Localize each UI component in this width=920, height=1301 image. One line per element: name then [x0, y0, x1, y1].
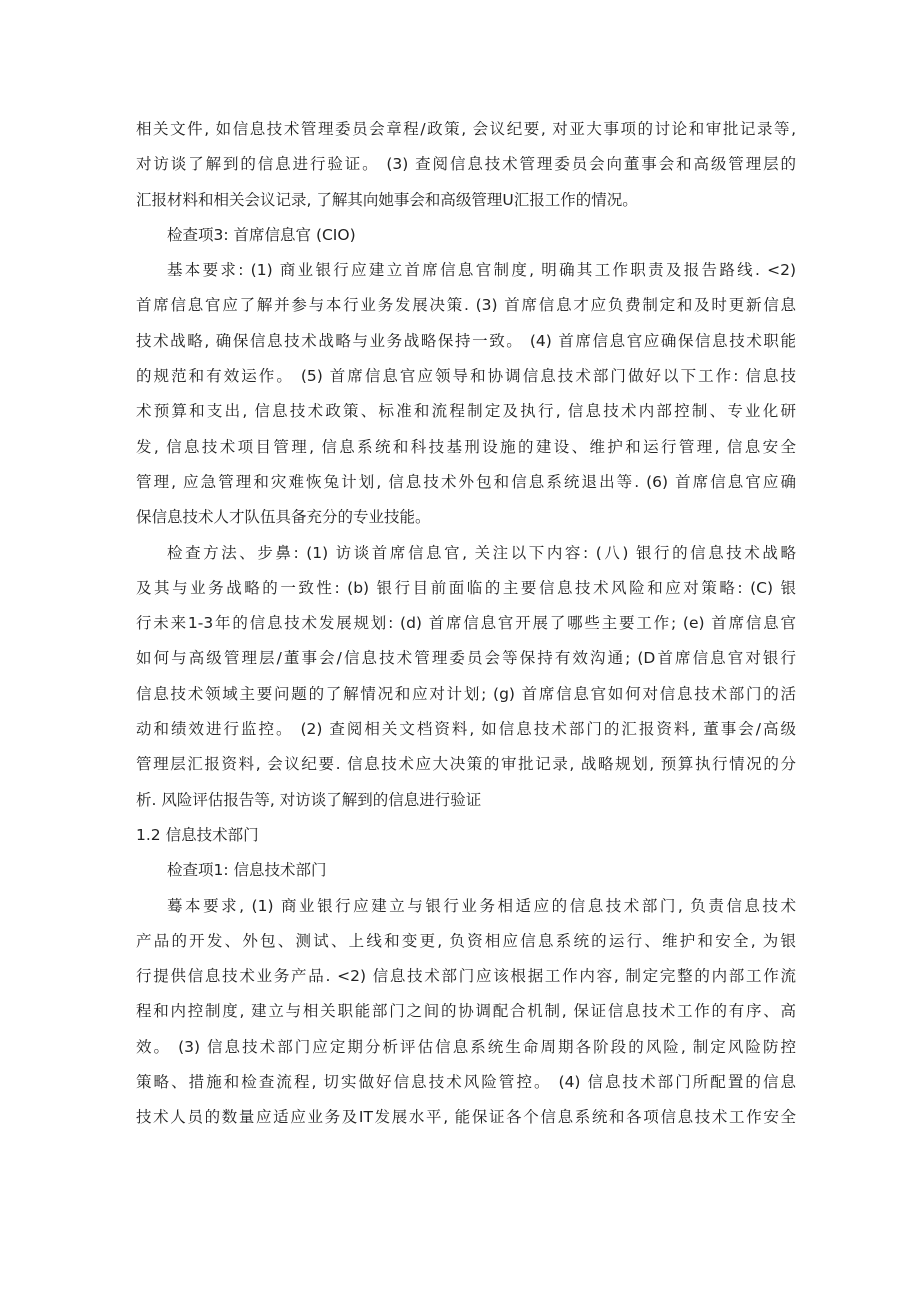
- text-line: 检查方法、步鼻: (1) 访谈首席信息官, 关注以下内容: (八) 银行的信息技术战略: [167, 543, 796, 562]
- text-line: 动和绩效进行监控。 (2) 查阅相关文档资料, 如信息技术部门的汇报资料, 董事会/高级: [136, 720, 796, 739]
- text-line: 基本要求: (1) 商业银行应建立首席信息官制度, 明确其工作职责及报告路线. <2): [167, 261, 796, 280]
- text-line: 效。 (3) 信息技术部门应定期分析评估信息系统生命周期各阶段的风险, 制定风险防控: [136, 1037, 796, 1056]
- text-line: 行未来1-3年的信息技术发展规划: (d) 首席信息官开展了哪些主要工作; (e) 首席信息官: [136, 614, 796, 633]
- text-line: 检查项3: 首席信息官 (CIO): [167, 225, 356, 244]
- text-line: 信息技术领域主要问题的了解情况和应对计划; (g) 首席信息官如何对信息技术部门的活: [136, 684, 796, 703]
- text-line: 相关文件, 如信息技术管理委员会章程/政策, 会议纪要, 对亚大事项的讨论和审批记录等,: [136, 120, 796, 138]
- text-line: 蓦本要求, (1) 商业银行应建立与银行业务相适应的信息技术部门, 负责信息技术: [167, 896, 796, 915]
- text-line: 发, 信息技术项目管理, 信息系统和科技基刑设施的建设、维护和运行管理, 信息安全: [136, 437, 796, 456]
- text-line: 首席信息官应了解并参与本行业务发展决策. (3) 首席信息才应负费制定和及时更新信息: [136, 296, 796, 315]
- text-line: 对访谈了解到的信息进行验证。 (3) 查阅信息技术管理委员会向董事会和高级管理层的: [136, 155, 796, 174]
- text-line: 术预算和支出, 信息技术政策、标准和流程制定及执行, 信息技术内部控制、专业化研: [136, 402, 796, 421]
- document-body: [136, 112, 796, 1136]
- text-line: 析. 风险评估报告等, 对访谈了解到的信息进行验证: [136, 790, 482, 809]
- text-line: 检查项1: 信息技术部门: [167, 861, 327, 880]
- text-line: 如何与高级管理层/董事会/信息技术管理委员会等保持有效沟通; (D首席信息官对银行: [136, 649, 796, 668]
- text-line: 汇报材料和相关会议记录, 了解其向她事会和高级管理U汇报工作的情况。: [136, 190, 638, 209]
- text-line: 程和内控制度, 建立与相关职能部门之间的协调配合机制, 保证信息技术工作的有序、高: [136, 1002, 796, 1021]
- text-line: 行提供信息技术业务产品. <2) 信息技术部门应该根据工作内容, 制定完整的内部工作流: [136, 967, 796, 986]
- text-line: 管理, 应急管理和灾难恢兔计划, 信息技术外包和信息系统退出等. (6) 首席信息官应确: [136, 472, 796, 491]
- text-line: 产品的开发、外包、测试、上线和变更, 负资相应信息系统的运行、维护和安全, 为银: [136, 931, 796, 950]
- text-line: 的规范和有效运作。 (5) 首席信息官应领导和协调信息技术部门做好以下工作: 信息技: [136, 367, 796, 386]
- text-line: 1.2 信息技术部门: [136, 825, 259, 844]
- text-line: 技术人员的数量应适应业务及IT发展水平, 能保证各个信息系统和各项信息技术工作安全: [136, 1108, 796, 1127]
- text-line: 技术战略, 确保信息技术战略与业务战略保持一致。 (4) 首席信息官应确保信息技术职能: [136, 331, 796, 350]
- text-line: 保信息技术人才队伍具备充分的专业技能。: [136, 508, 431, 527]
- text-line: 管理层汇报资料, 会议纪要. 信息技术应大决策的审批记录, 战略规划, 预算执行情况的分: [136, 755, 796, 774]
- text-line: 及其与业务战略的一致性: (b) 银行目前面临的主要信息技术风险和应对策略: (C) 银: [136, 578, 796, 597]
- text-line: 策略、措施和检查流程, 切实做好信息技术风险管控。 (4) 信息技术部门所配置的信息: [136, 1073, 796, 1092]
